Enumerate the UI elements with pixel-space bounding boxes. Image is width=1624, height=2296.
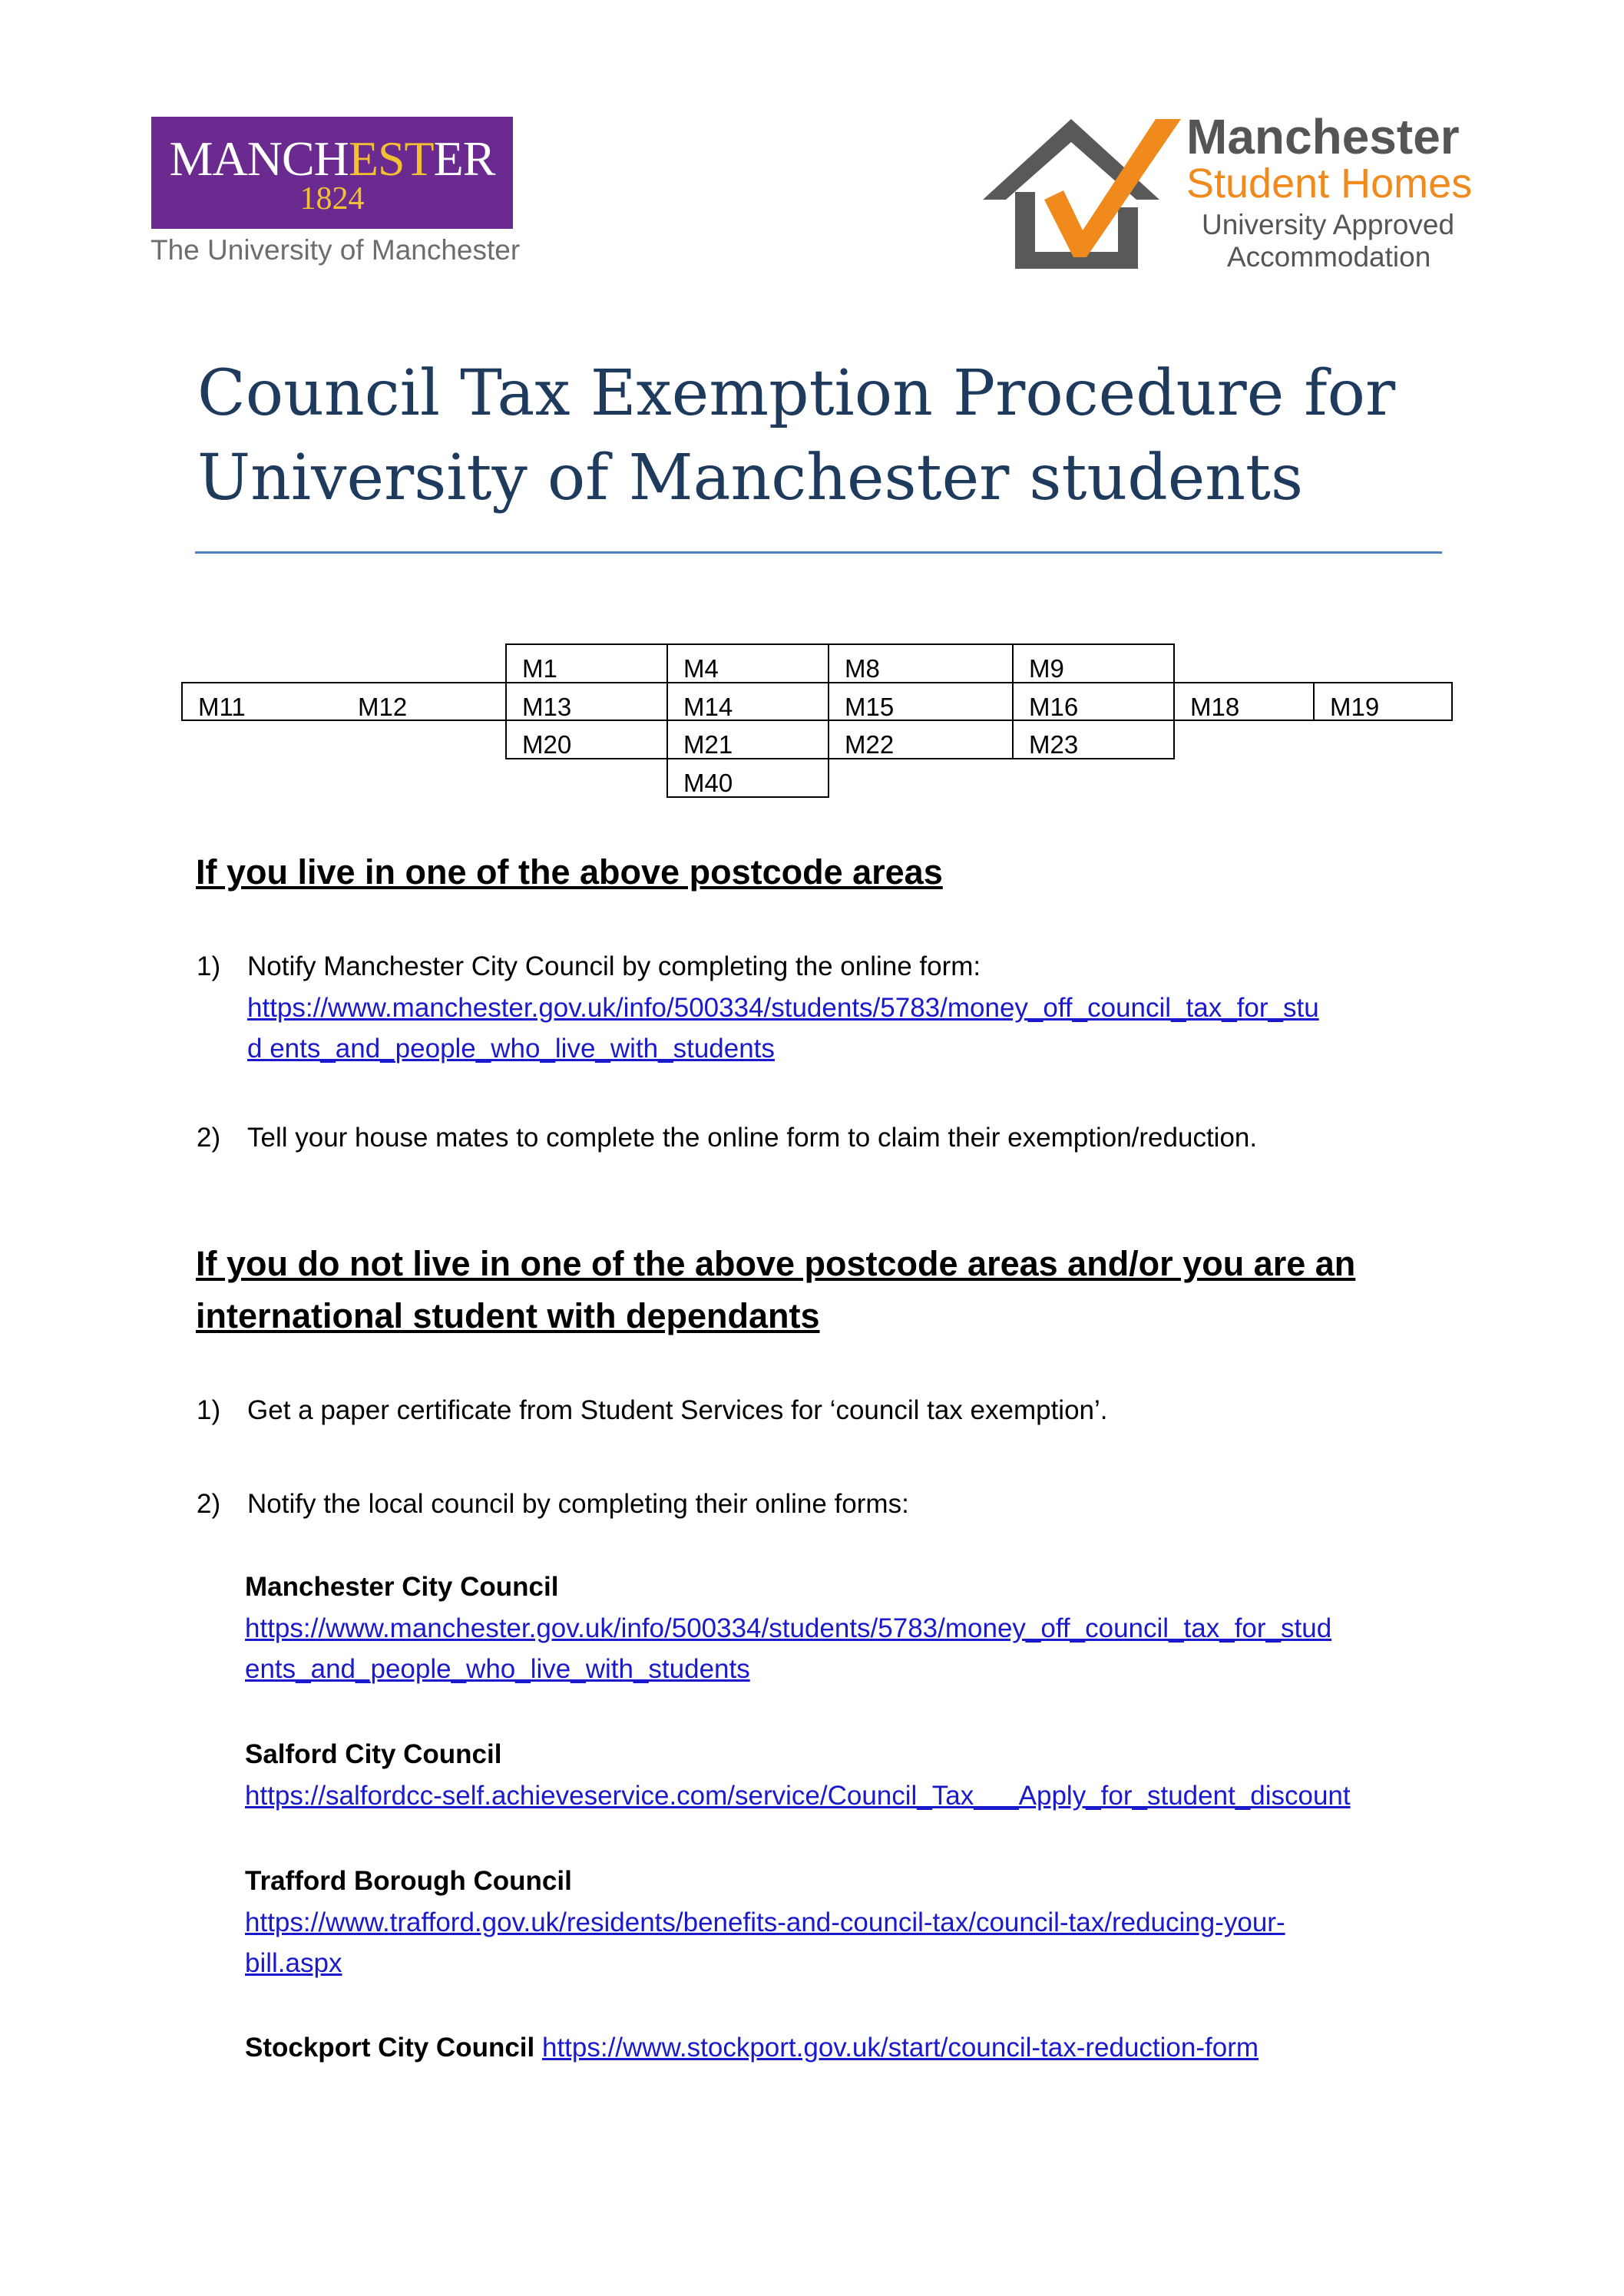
- postcode-cell: M9: [1012, 643, 1175, 682]
- stockport-council-form-link[interactable]: https://www.stockport.gov.uk/start/council-tax-reduction-form: [541, 2033, 1259, 2063]
- council-name-stockport: Stockport City Council: [245, 2033, 535, 2063]
- list-number: 2): [197, 1123, 221, 1153]
- uom-logo-wordmark: MANCHESTER: [169, 131, 495, 186]
- postcode-cell: M12: [342, 682, 505, 721]
- postcode-cell: M15: [828, 682, 1012, 721]
- uom-logo-year: 1824: [299, 181, 365, 217]
- trafford-council-form-link-continued[interactable]: bill.aspx: [245, 1948, 342, 1978]
- council-name-trafford: Trafford Borough Council: [245, 1866, 572, 1896]
- postcode-cell: M21: [666, 721, 828, 759]
- postcode-cell: M18: [1175, 682, 1313, 721]
- list-number: 1): [197, 951, 221, 981]
- postcode-cell: M16: [1012, 682, 1175, 721]
- section-heading-continued: international student with dependants: [196, 1296, 820, 1335]
- postcode-cell: M4: [666, 643, 828, 682]
- page-title-line-2: University of Manchester students: [197, 442, 1304, 514]
- msh-logo-tagline-1: University Approved: [1202, 209, 1455, 240]
- postcode-cell: M20: [505, 721, 666, 759]
- list-number: 1): [197, 1395, 221, 1425]
- section-heading: If you do not live in one of the above postcode areas and/or you are an: [196, 1244, 1356, 1283]
- page-title: [197, 352, 1464, 521]
- list-item-text: Notify Manchester City Council by completing the online form:: [247, 951, 981, 981]
- msh-logo-subtitle: Student Homes: [1186, 160, 1473, 207]
- manchester-council-link-continued[interactable]: d ents_and_people_who_live_with_students: [247, 1034, 775, 1064]
- list-item-text: Get a paper certificate from Student Services for ‘council tax exemption’.: [247, 1395, 1108, 1425]
- postcode-cell: M19: [1313, 682, 1453, 721]
- title-divider: [195, 551, 1442, 554]
- postcode-cell: M8: [828, 643, 1012, 682]
- manchester-council-form-link[interactable]: https://www.manchester.gov.uk/info/500334/students/5783/money_off_council_tax_for_stud: [245, 1613, 1332, 1643]
- manchester-council-form-link-continued[interactable]: ents_and_people_who_live_with_students: [245, 1654, 750, 1684]
- postcode-cell: M23: [1012, 721, 1175, 759]
- list-number: 2): [197, 1489, 221, 1519]
- msh-logo-title: Manchester: [1186, 109, 1460, 164]
- postcode-cell: M11: [181, 682, 342, 721]
- house-check-icon: [983, 115, 1182, 273]
- uom-logo-subtitle: The University of Manchester: [150, 234, 521, 266]
- salford-council-form-link[interactable]: https://salfordcc-self.achieveservice.com/service/Council_Tax___Apply_for_student_discount: [245, 1781, 1351, 1811]
- postcode-cell: M22: [828, 721, 1012, 759]
- council-name-salford: Salford City Council: [245, 1739, 502, 1769]
- stockport-council-row: [245, 2027, 1259, 2069]
- postcode-cell: M13: [505, 682, 666, 721]
- section-heading: If you live in one of the above postcode areas: [196, 852, 943, 892]
- list-item-text: Notify the local council by completing their online forms:: [247, 1489, 909, 1519]
- page-title-line-1: Council Tax Exemption Procedure for: [197, 357, 1396, 430]
- postcode-cell: M14: [666, 682, 828, 721]
- council-name-manchester: Manchester City Council: [245, 1572, 559, 1602]
- msh-logo-tagline-2: Accommodation: [1227, 241, 1431, 273]
- manchester-council-link[interactable]: https://www.manchester.gov.uk/info/500334/students/5783/money_off_council_tax_for_stu: [247, 993, 1319, 1023]
- postcode-cell: M1: [505, 643, 666, 682]
- list-item-text: Tell your house mates to complete the online form to claim their exemption/reduction.: [247, 1123, 1258, 1153]
- trafford-council-form-link[interactable]: https://www.trafford.gov.uk/residents/benefits-and-council-tax/council-tax/reducing-your-: [245, 1907, 1285, 1937]
- postcode-cell: M40: [666, 759, 829, 798]
